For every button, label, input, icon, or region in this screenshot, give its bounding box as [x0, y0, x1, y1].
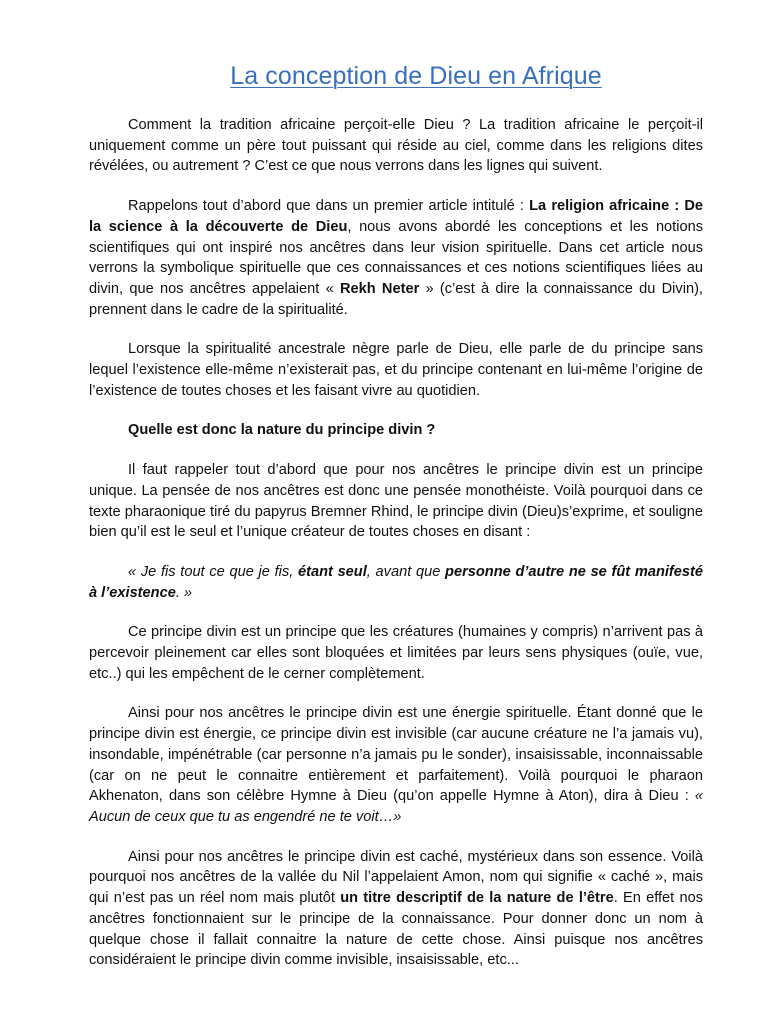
article-title-reference: La religion africaine : De la science à la découverte de Dieu [89, 198, 704, 235]
descriptive-title-emphasis: un titre descriptif de la nature de l’être [340, 890, 614, 907]
paragraph-energy [89, 703, 703, 827]
papyrus-quote [89, 562, 703, 603]
paragraph-reminder-text-c: , nous avons abordé les conceptions et les notions scientifiques qui ont inspiré nos ancêtres dans leur vision spirituelle. Dans cet article nous verrons la symbolique spirituelle que ces connaissances et ces notions scientifiques liées au divin, que nos ancêtres appelaient « [89, 218, 704, 297]
quote-emphasis-alone: étant seul [297, 563, 367, 580]
paragraph-intro: Comment la tradition africaine perçoit-elle Dieu ? La tradition africaine le perçoit-il uniquement comme un père tout puissant qui réside au ciel, comme dans les religions dites révélées, ou autrement ? C’est ce que nous verrons dans les lignes qui suivent. [89, 117, 703, 175]
paragraph-monotheism: Il faut rappeler tout d’abord que pour nos ancêtres le principe divin est un principe unique. La pensée de nos ancêtres est donc une pensée monothéiste. Voilà pourquoi dans ce texte pharaonique tiré du papyrus Bremner Rhind, le principe divin (Dieu)s’exprime, et souligne bien qu’il est le seul et l’unique créateur de toutes choses en disant : [89, 462, 703, 541]
rekh-neter-term: Rekh Neter [339, 280, 420, 297]
quote-text-a: « Je fis tout ce que je fis, [128, 563, 298, 580]
quote-emphasis-existence: personne d’autre ne se fût manifesté à l’existence [89, 563, 704, 601]
paragraph-hidden-text-a: Ainsi pour nos ancêtres le principe divin est caché, mystérieux dans son essence. Voilà pourquoi nos ancêtres de la vallée du Nil l’appelaient Amon, nom qui signifie « caché », mais qui n’est pas un réel nom mais plutôt [89, 848, 703, 907]
section-heading: Quelle est donc la nature du principe divin ? [128, 422, 436, 439]
paragraph-energy-text: Ainsi pour nos ancêtres le principe divin est une énergie spirituelle. Étant donné que le principe divin est énergie, ce principe divin est invisible (car aucune créature ne l’a jamais vu), insondable, impénétrable (car personne n’a jamais pu le sonder), insaisissable, inconnaissable (car on ne peut le connaitre entièrement et parfaitement). Voilà pourquoi le pharaon Akhenaton, dans son célèbre Hymne à Dieu (qu’on appelle Hymne à Aton), dira à Dieu : [89, 705, 703, 805]
paragraph-reminder-text-e: » (c’est à dire la connaissance du Divin), prennent dans le cadre de la spiritualité. [89, 280, 703, 318]
hymn-quote: « Aucun de ceux que tu as engendré ne te voit…» [89, 788, 703, 825]
paragraph-reminder-text-a: Rappelons tout d’abord que dans un premier article intitulé : [128, 198, 530, 215]
paragraph-hidden [89, 847, 703, 971]
paragraph-spirituality: Lorsque la spiritualité ancestrale nègre parle de Dieu, elle parle de du principe sans lequel l’existence elle-même n’existerait pas, et du principe contenant en lui-même l’origine de l’existence de toutes choses et les faisant vivre au quotidien. [89, 341, 703, 399]
quote-text-e: . » [175, 584, 193, 601]
quote-text-c: , avant que [366, 563, 446, 580]
page-title: La conception de Dieu en Afrique [230, 62, 602, 90]
paragraph-perception: Ce principe divin est un principe que les créatures (humaines y compris) n’arrivent pas à percevoir pleinement car elles sont bloquées et limitées par leurs sens physiques (ouïe, vue, etc..) qui les empêchent de le cerner complètement. [89, 624, 703, 682]
document-body [89, 115, 703, 990]
paragraph-reminder [89, 196, 703, 320]
paragraph-hidden-text-c: . En effet nos ancêtres fonctionnaient sur le principe de la connaissance. Pour donner donc un nom à quelque chose il fallait connaitre la nature de cette chose. Ainsi puisque nos ancêtres considéraient le principe divin comme invisible, insaisissable, etc... [89, 890, 703, 969]
